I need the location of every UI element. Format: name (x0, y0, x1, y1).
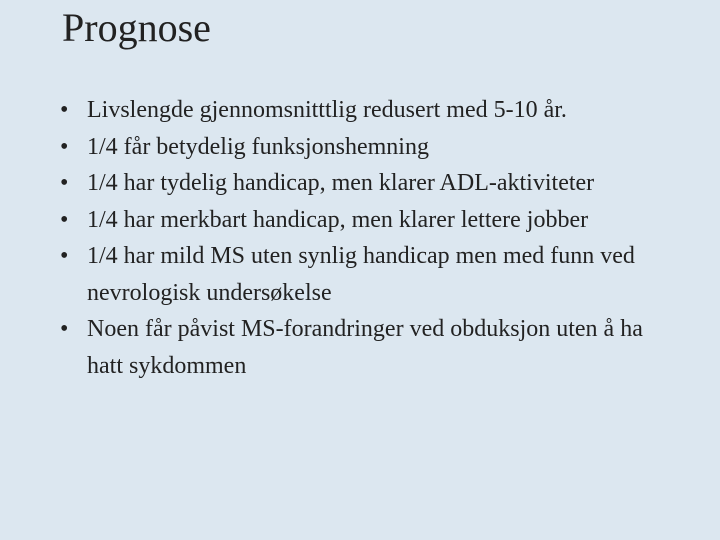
bullet-marker: • (60, 133, 69, 160)
bullet-marker: • (60, 170, 69, 196)
bullet-item (60, 202, 660, 239)
bullet-text: Livslengde gjennomsnitttlig redusert med 5-10 år. (87, 97, 567, 123)
bullet-marker: • (60, 97, 69, 123)
bullet-text: 1/4 har merkbart handicap, men klarer lettere jobber (87, 206, 589, 233)
bullet-marker: • (60, 206, 69, 233)
bullet-text: Noen får påvist MS-forandringer ved obduksjon uten å ha hatt sykdommen (87, 316, 643, 379)
bullet-text: 1/4 har mild MS uten synlig handicap men med funn ved nevrologisk undersøkelse (87, 243, 635, 306)
bullet-text: 1/4 har tydelig handicap, men klarer ADL-aktiviteter (87, 170, 595, 196)
slide-title: Prognose (62, 5, 211, 50)
bullet-item (60, 238, 660, 311)
bullet-list (60, 92, 660, 384)
bullet-marker: • (60, 243, 69, 269)
bullet-item (60, 311, 660, 384)
bullet-text: 1/4 får betydelig funksjonshemning (87, 133, 429, 160)
bullet-item (60, 165, 660, 202)
bullet-item (60, 92, 660, 129)
bullet-marker: • (60, 316, 69, 342)
bullet-item (60, 129, 660, 166)
